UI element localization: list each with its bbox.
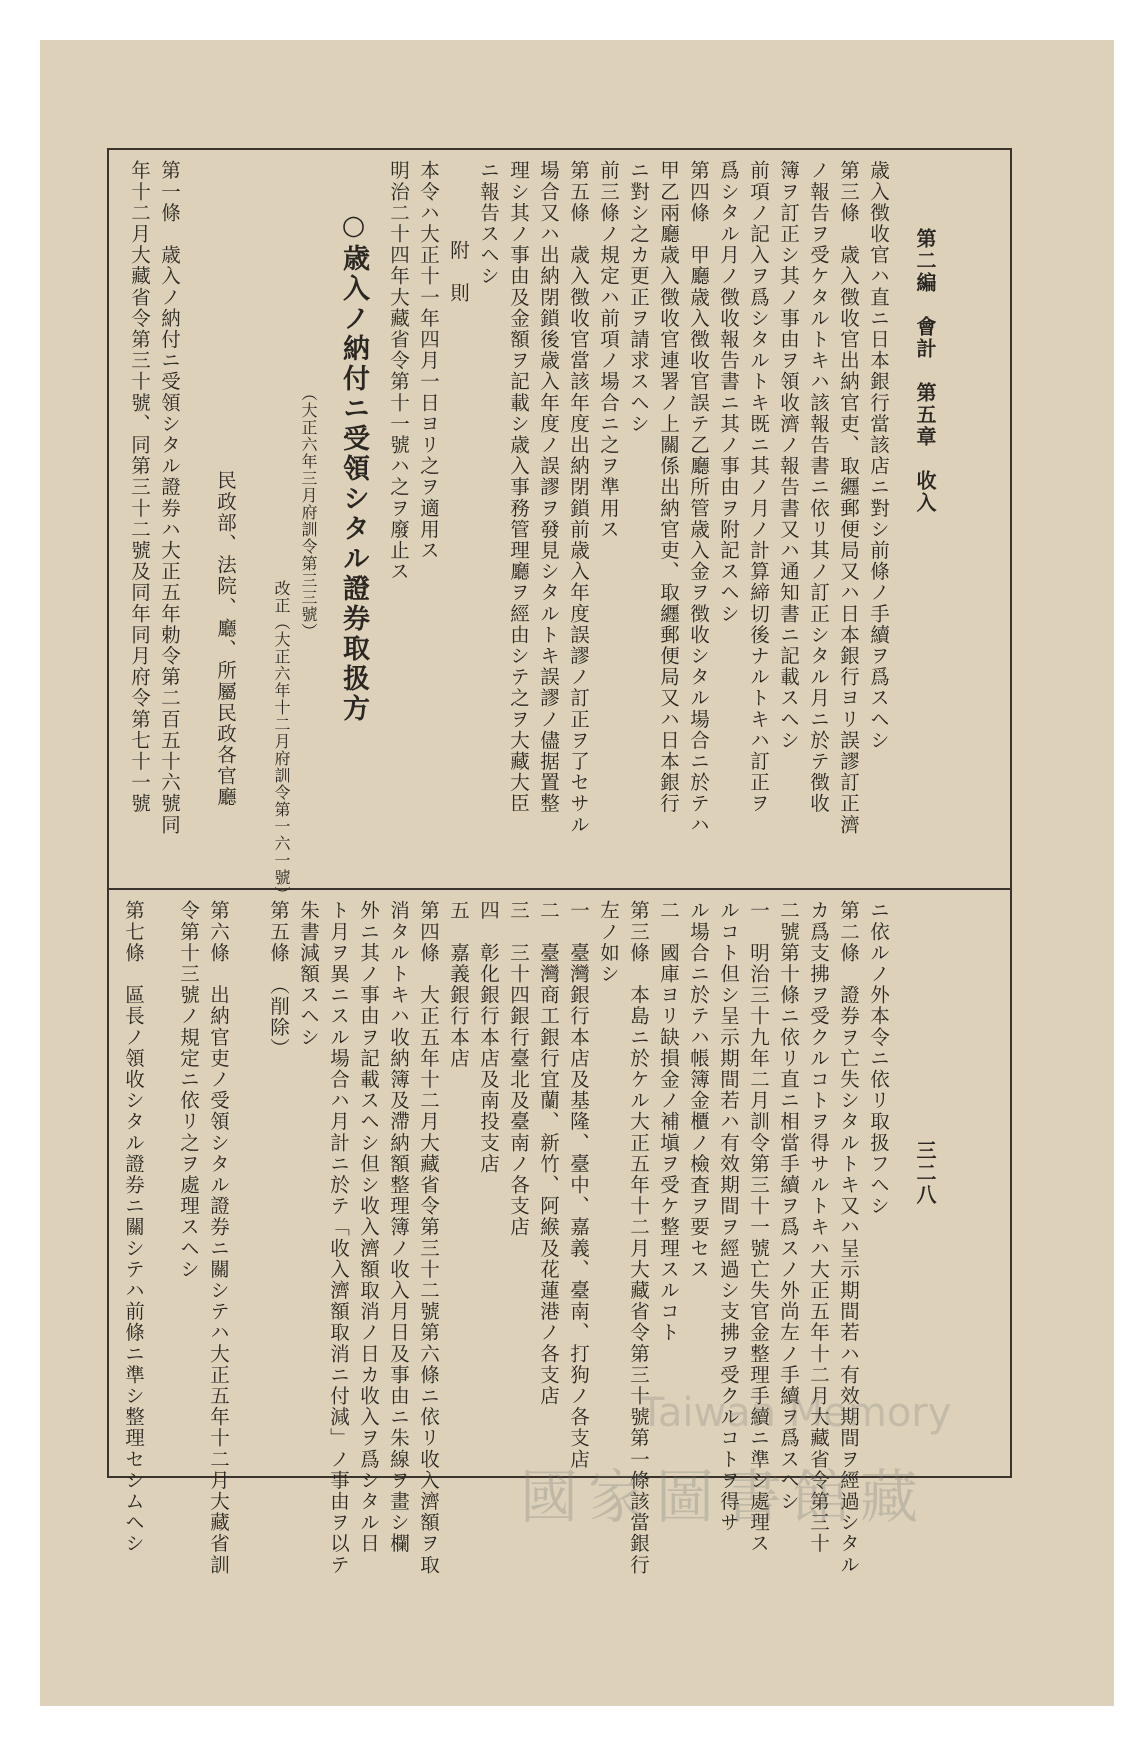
bottom-column: 二 臺灣商工銀行宜蘭、新竹、阿緱及花蓮港ノ各支店 — [537, 900, 560, 1407]
top-column: 甲乙兩廳歳入徴收官連署ノ上關係出納官吏、取纒郵便局又ハ日本銀行 — [657, 160, 680, 815]
bottom-column: 二號第十條ニ依リ直ニ相當手續ヲ爲スノ外尚左ノ手續ヲ爲スヘシ — [777, 900, 800, 1512]
bottom-column: 令第十三號ノ規定ニ依リ之ヲ處理スヘシ — [177, 900, 200, 1280]
top-column: 前項ノ記入ヲ爲シタルトキ既ニ其ノ月ノ計算締切後ナルトキハ訂正ヲ — [747, 160, 770, 815]
top-column: 年十二月大藏省令第三十號、同第三十二號及同年同月府令第七十一號 — [128, 160, 151, 815]
bottom-column: 二 國庫ヨリ缺損金ノ補塡ヲ受ケ整理スルコト — [657, 900, 680, 1344]
top-column: 爲シタル月ノ徴收報告書ニ其ノ事由ヲ附記スヘシ — [717, 160, 740, 625]
bottom-column: 一 明治三十九年二月訓令第三十一號亡失官金整理手續ニ準シ處理ス — [747, 900, 770, 1555]
watermark-english: Taiwan Memory — [640, 1390, 952, 1436]
bottom-column: ルコト但シ呈示期間若ハ有效期間ヲ經過シ支拂ヲ受クルコトヲ得サ — [717, 900, 740, 1533]
bottom-column: 左ノ如シ — [597, 900, 620, 985]
bottom-column: 第四條 大正五年十二月大藏省令第三十二號第六條ニ依リ收入濟額ヲ取 — [417, 900, 440, 1576]
title-note: （大正六年三月府訓令第三三號） — [299, 385, 318, 640]
top-column: 第三條 歳入徴收官出納官吏、取纒郵便局又ハ日本銀行ヨリ誤謬訂正濟 — [837, 160, 860, 836]
bottom-column: 第五條 （削除） — [267, 900, 290, 1060]
bottom-column: ニ依ルノ外本令ニ依リ取扱フヘシ — [867, 900, 890, 1217]
bottom-column: カ爲支拂ヲ受クルコトヲ得サルトキハ大正五年十二月大藏省令第三十 — [807, 900, 830, 1555]
addressees: 民政部、法院、廳、所屬民政各官廳 — [214, 470, 237, 808]
supplementary-heading: 附 則 — [447, 240, 470, 304]
top-column: 第一條 歳入ノ納付ニ受領シタル證券ハ大正五年勅令第二百五十六號同 — [158, 160, 181, 836]
bottom-column: 第三條 本島ニ於ケル大正五年十二月大藏省令第三十號第一條該當銀行 — [627, 900, 650, 1576]
watermark-text: 國家圖書館藏 — [520, 1463, 929, 1531]
bottom-column: 一 臺灣銀行本店及基隆、臺中、嘉義、臺南、打狗ノ各支店 — [567, 900, 590, 1470]
top-column: ニ對シ之カ更正ヲ請求スヘシ — [627, 160, 650, 435]
top-column: 前三條ノ規定ハ前項ノ場合ニ之ヲ準用ス — [597, 160, 620, 540]
page-number: 三二八 — [913, 1140, 937, 1206]
bottom-column: 四 彰化銀行本店及南投支店 — [477, 900, 500, 1175]
page-title: ○歳入ノ納付ニ受領シタル證券取扱方 — [338, 210, 369, 724]
bottom-column: 消タルトキハ收納簿及滯納額整理簿ノ收入月日及事由ニ朱線ヲ畫シ欄 — [387, 900, 410, 1555]
bottom-column: 第七條 區長ノ領收シタル證券ニ關シテハ前條ニ準シ整理セシムヘシ — [122, 900, 145, 1555]
top-column: ノ報告ヲ受ケタルトキハ該報告書ニ依リ其ノ訂正シタル月ニ於テ徴收 — [807, 160, 830, 815]
top-column: 理シ其ノ事由及金額ヲ記載シ歳入事務管理廳ヲ經由シテ之ヲ大藏大臣 — [507, 160, 530, 815]
bottom-column: ト月ヲ異ニスル場合ハ月計ニ於テ「收入濟額取消ニ付減」ノ事由ヲ以テ — [327, 900, 350, 1576]
top-column: 本令ハ大正十一年四月一日ヨリ之ヲ適用ス — [417, 160, 440, 561]
bottom-column: 第二條 證券ヲ亡失シタルトキ又ハ呈示期間若ハ有效期間ヲ經過シタル — [837, 900, 860, 1576]
section-divider — [107, 888, 1012, 890]
bottom-column: 五 嘉義銀行本店 — [447, 900, 470, 1069]
bottom-column: 第六條 出納官吏ノ受領シタル證券ニ關シテハ大正五年十二月大藏省訓 — [207, 900, 230, 1576]
top-column: ニ報告スヘシ — [477, 160, 500, 287]
top-column: 場合又ハ出納閉鎖後歳入年度ノ誤謬ヲ發見シタルトキ誤謬ノ儘据置整 — [537, 160, 560, 815]
bottom-column: 外ニ其ノ事由ヲ記載スヘシ但シ收入濟額取消ノ日カ收入ヲ爲シタル日 — [357, 900, 380, 1555]
top-column: 第四條 甲廳歳入徴收官誤テ乙廳所管歳入金ヲ徴收シタル場合ニ於テハ — [687, 160, 710, 836]
top-column: 第五條 歳入徴收官當該年度出納閉鎖前歳入年度誤謬ノ訂正ヲ了セサル — [567, 160, 590, 836]
top-column: 簿ヲ訂正シ其ノ事由ヲ領收濟ノ報告書又ハ通知書ニ記載スヘシ — [777, 160, 800, 751]
top-column: 明治二十四年大藏省令第十一號ハ之ヲ廢止ス — [387, 160, 410, 582]
bottom-column: 朱書減額スヘシ — [297, 900, 320, 1048]
bottom-column: 三 三十四銀行臺北及臺南ノ各支店 — [507, 900, 530, 1238]
top-column: 歳入徴收官ハ直ニ日本銀行當該店ニ對シ前條ノ手續ヲ爲スヘシ — [867, 160, 890, 751]
title-revision: 改正（大正六年十二月府訓令第一六一號） — [272, 580, 291, 903]
bottom-column: ル場合ニ於テハ帳簿金櫃ノ檢査ヲ要セス — [687, 900, 710, 1280]
running-header: 第二編 會計 第五章 收入 — [913, 228, 937, 514]
